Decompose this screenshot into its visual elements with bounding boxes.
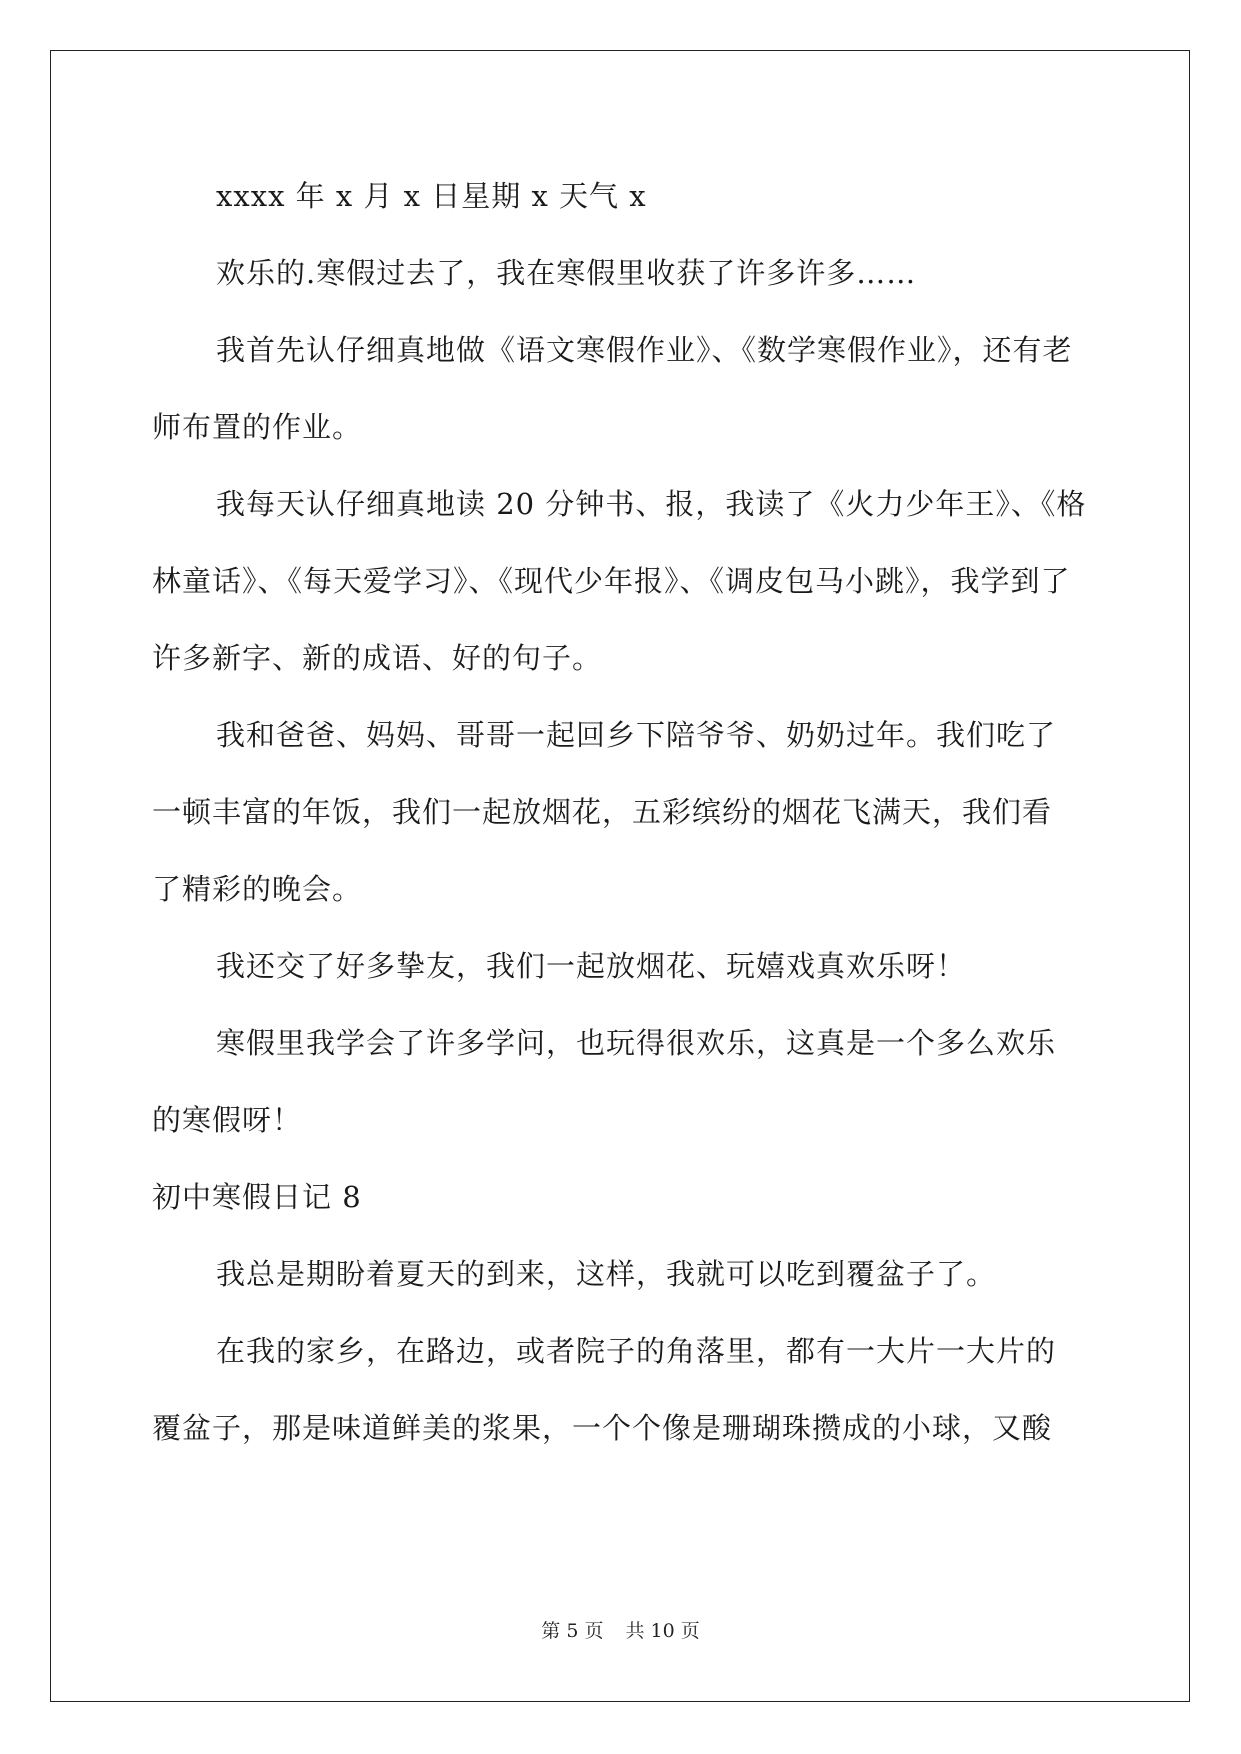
section-heading: 初中寒假日记 8 bbox=[152, 1180, 362, 1214]
paragraph-line: 师布置的作业。 bbox=[152, 410, 363, 444]
paragraph-line: 我每天认仔细真地读 20 分钟书、报，我读了《火力少年王》、《格 bbox=[216, 487, 1087, 521]
document-body bbox=[152, 160, 1092, 1448]
paragraph-line: 在我的家乡，在路边，或者院子的角落里，都有一大片一大片的 bbox=[216, 1334, 1057, 1368]
total-pages: 共 10 页 bbox=[625, 1620, 700, 1642]
paragraph-line: 寒假里我学会了许多学问，也玩得很欢乐，这真是一个多么欢乐 bbox=[216, 1026, 1057, 1060]
paragraph-line: 许多新字、新的成语、好的句子。 bbox=[152, 641, 603, 675]
date-weather-line: xxxx 年 x 月 x 日星期 x 天气 x bbox=[216, 179, 647, 213]
paragraph-line: 覆盆子，那是味道鲜美的浆果，一个个像是珊瑚珠攒成的小球，又酸 bbox=[152, 1411, 1053, 1445]
paragraph-line: 林童话》、《每天爱学习》、《现代少年报》、《调皮包马小跳》，我学到了 bbox=[152, 564, 1071, 598]
paragraph-line: 欢乐的.寒假过去了，我在寒假里收获了许多许多…… bbox=[216, 256, 917, 290]
paragraph-line: 了精彩的晚会。 bbox=[152, 872, 363, 906]
paragraph-line: 我还交了好多挚友，我们一起放烟花、玩嬉戏真欢乐呀！ bbox=[216, 949, 967, 983]
paragraph-line: 我总是期盼着夏天的到来，这样，我就可以吃到覆盆子了。 bbox=[216, 1257, 997, 1291]
page-number: 第 5 页 bbox=[541, 1620, 604, 1642]
paragraph-line: 我首先认仔细真地做《语文寒假作业》、《数学寒假作业》，还有老 bbox=[216, 333, 1073, 367]
paragraph-line: 一顿丰富的年饭，我们一起放烟花，五彩缤纷的烟花飞满天，我们看 bbox=[152, 795, 1053, 829]
paragraph-line: 的寒假呀！ bbox=[152, 1103, 303, 1137]
paragraph-line: 我和爸爸、妈妈、哥哥一起回乡下陪爷爷、奶奶过年。我们吃了 bbox=[216, 718, 1057, 752]
page-footer bbox=[0, 1619, 1241, 1643]
